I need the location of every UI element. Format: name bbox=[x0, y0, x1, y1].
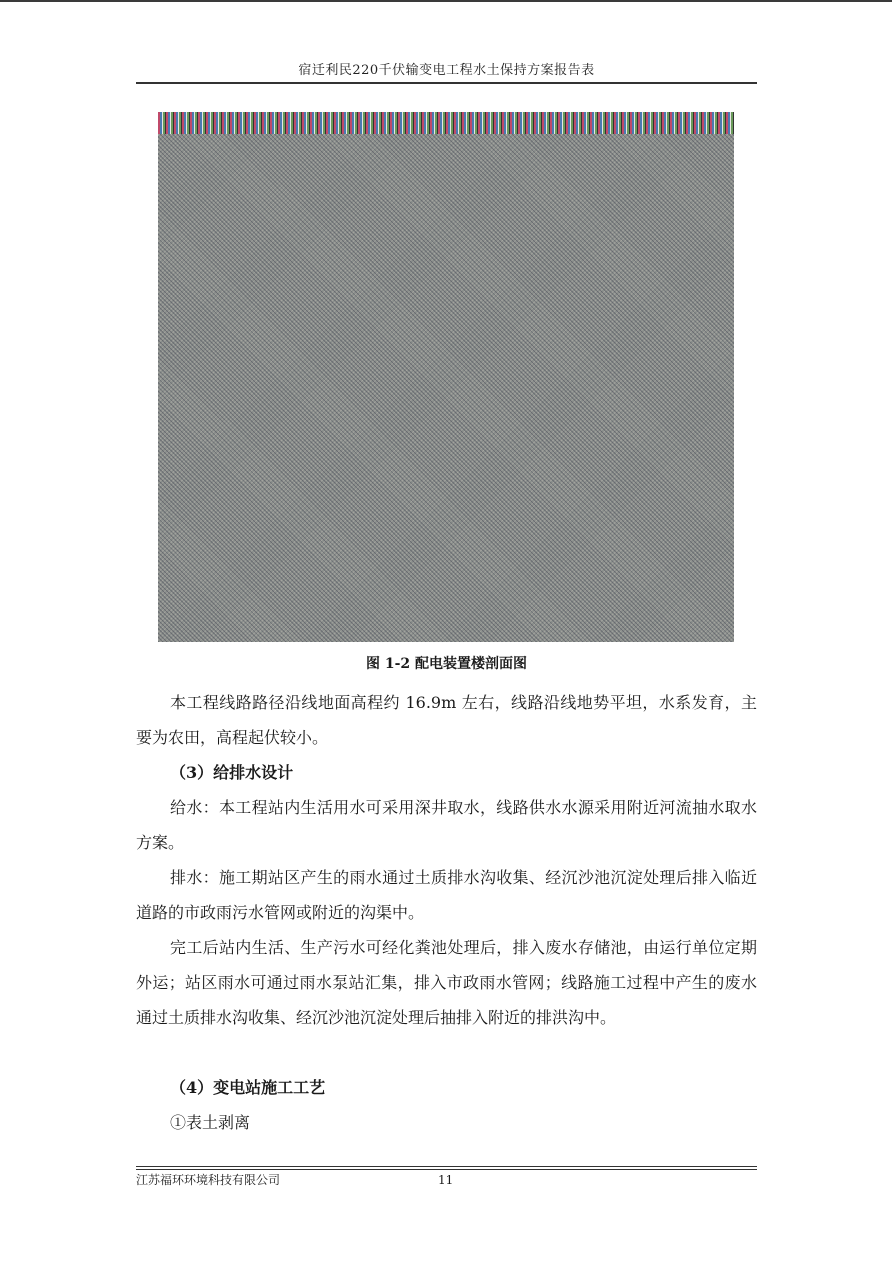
figure-caption: 图 1-2 配电装置楼剖面图 bbox=[365, 656, 528, 672]
page-top-border bbox=[0, 0, 892, 2]
paragraph-post-construction: 完工后站内生活、生产污水可经化粪池处理后，排入废水存储池，由运行单位定期外运；站区雨水可通过雨水泵站汇集，排入市政雨水管网；线路施工过程中产生的废水通过土质排水沟收集、经沉沙池沉淀处理后抽排入附近的排洪沟中。 bbox=[136, 938, 757, 1027]
footer-rule-top bbox=[136, 1166, 757, 1167]
paragraph-water-supply: 给水：本工程站内生活用水可采用深井取水，线路供水水源采用附近河流抽水取水方案。 bbox=[136, 798, 757, 852]
subheading-topsoil-stripping: ①表土剥离 bbox=[170, 1113, 251, 1132]
page-number: 11 bbox=[438, 1173, 454, 1187]
running-header: 宿迁利民220千伏输变电工程水土保持方案报告表 bbox=[298, 63, 595, 78]
figure-image bbox=[158, 112, 734, 642]
footer-rule-bottom bbox=[136, 1169, 757, 1170]
paragraph-terrain: 本工程线路路径沿线地面高程约 16.9m 左右，线路沿线地势平坦，水系发育，主要为农田，高程起伏较小。 bbox=[136, 693, 757, 747]
section-heading-water-design: （3）给排水设计 bbox=[170, 763, 294, 782]
figure-image-noise-band bbox=[158, 112, 734, 134]
paragraph-drainage: 排水：施工期站区产生的雨水通过土质排水沟收集、经沉沙池沉淀处理后排入临近道路的市政雨污水管网或附近的沟渠中。 bbox=[136, 868, 757, 922]
footer-company: 江苏福环环境科技有限公司 bbox=[136, 1173, 281, 1187]
section-heading-construction-process: （4）变电站施工工艺 bbox=[170, 1078, 326, 1097]
header-rule bbox=[136, 82, 757, 84]
